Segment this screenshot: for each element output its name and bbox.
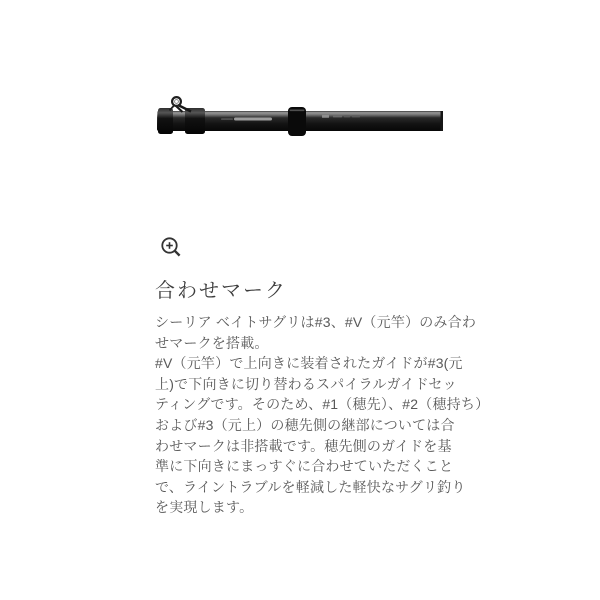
section-description [155, 312, 490, 518]
description-line: せマークを搭載。 [155, 334, 269, 351]
rod-silver-stripe [234, 118, 272, 121]
rod-silver-stripe-faint [221, 118, 233, 120]
section-heading: 合わせマーク [155, 280, 287, 302]
description-line: #V（元竿）で上向きに装着されたガイドが#3(元 [155, 355, 463, 372]
description-line: 準に下向きにまっすぐに合わせていただくこと [155, 458, 454, 475]
zoom-in-icon[interactable] [158, 234, 186, 262]
rod-illustration [148, 86, 448, 138]
product-image-rod[interactable] [148, 86, 448, 138]
description-line: ティングです。そのため、#1（穂先）、#2（穂持ち） [155, 396, 490, 413]
rod-ferrule-highlight [290, 110, 305, 112]
description-line: および#3（元上）の穂先側の継部については合 [155, 416, 455, 433]
rod-ferrule [288, 107, 306, 136]
description-line: を実現します。 [155, 499, 254, 516]
rod-wrap-band-guide [185, 108, 205, 134]
description-line: わせマークは非搭載です。穂先側のガイドを基 [155, 437, 452, 454]
description-line: 上)で下向きに切り替わるスパイラルガイドセッ [155, 375, 457, 392]
rod-wrap-band-left [158, 108, 173, 134]
description-line: シーリア ベイトサグリは#3、#V（元竿）のみ合わ [155, 314, 477, 330]
rod-shaft-highlight [208, 112, 442, 114]
rod-end-cap [441, 111, 444, 131]
description-line: で、ライントラブルを軽減した軽快なサグリ釣り [155, 478, 466, 495]
